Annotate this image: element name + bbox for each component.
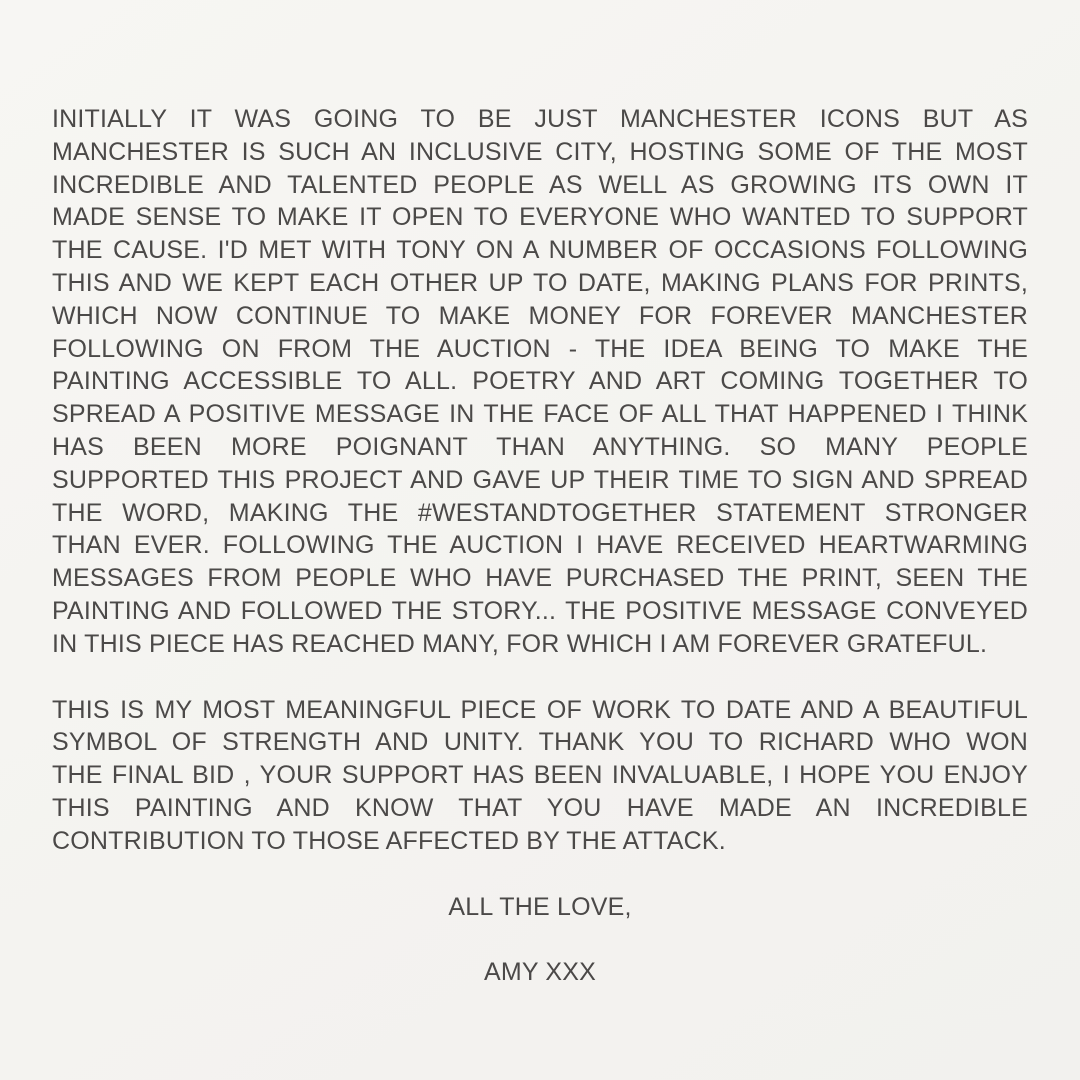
letter-line: SYMBOL OF STRENGTH AND UNITY. THANK YOU TO RICHARD WHO WON	[52, 728, 1028, 757]
letter-line: THE FINAL BID , YOUR SUPPORT HAS BEEN INVALUABLE, I HOPE YOU ENJOY	[52, 761, 1028, 790]
letter-line: MANCHESTER IS SUCH AN INCLUSIVE CITY, HOSTING SOME OF THE MOST	[52, 137, 1028, 166]
letter-line: FOLLOWING ON FROM THE AUCTION - THE IDEA BEING TO MAKE THE	[52, 334, 1028, 363]
letter-line: IN THIS PIECE HAS REACHED MANY, FOR WHICH I AM FOREVER GRATEFUL.	[52, 629, 988, 658]
letter-line: MESSAGES FROM PEOPLE WHO HAVE PURCHASED THE PRINT, SEEN THE	[52, 564, 1028, 593]
letter-line: AMY XXX	[483, 958, 597, 987]
letter-paragraph-body-paragraph-1	[52, 103, 1028, 661]
letter-line: PAINTING AND FOLLOWED THE STORY... THE POSITIVE MESSAGE CONVEYED	[52, 596, 1028, 625]
letter-line: WHICH NOW CONTINUE TO MAKE MONEY FOR FOREVER MANCHESTER	[52, 301, 1028, 330]
letter-line: THE CAUSE. I'D MET WITH TONY ON A NUMBER OF OCCASIONS FOLLOWING	[52, 236, 1028, 265]
letter-line: ALL THE LOVE,	[448, 892, 632, 921]
letter-line: MADE SENSE TO MAKE IT OPEN TO EVERYONE WHO WANTED TO SUPPORT	[52, 203, 1028, 232]
letter-paragraph-signature	[52, 956, 1028, 989]
letter-line: THIS AND WE KEPT EACH OTHER UP TO DATE, MAKING PLANS FOR PRINTS,	[52, 268, 1028, 297]
letter-line: HAS BEEN MORE POIGNANT THAN ANYTHING. SO MANY PEOPLE	[52, 432, 1028, 461]
letter-line: PAINTING ACCESSIBLE TO ALL. POETRY AND ART COMING TOGETHER TO	[52, 367, 1028, 396]
letter-line: SUPPORTED THIS PROJECT AND GAVE UP THEIR TIME TO SIGN AND SPREAD	[52, 465, 1028, 494]
letter-paragraph-body-paragraph-2	[52, 694, 1028, 858]
letter-line: THE WORD, MAKING THE #WESTANDTOGETHER STATEMENT STRONGER	[52, 498, 1028, 527]
letter-line: THAN EVER. FOLLOWING THE AUCTION I HAVE RECEIVED HEARTWARMING	[52, 531, 1028, 560]
letter-paragraph-closing	[52, 891, 1028, 924]
letter-line: THIS IS MY MOST MEANINGFUL PIECE OF WORK TO DATE AND A BEAUTIFUL	[52, 695, 1028, 724]
letter-line: CONTRIBUTION TO THOSE AFFECTED BY THE ATTACK.	[52, 826, 726, 855]
letter-line: INCREDIBLE AND TALENTED PEOPLE AS WELL AS GROWING ITS OWN IT	[52, 170, 1028, 199]
letter-line: INITIALLY IT WAS GOING TO BE JUST MANCHESTER ICONS BUT AS	[52, 105, 1028, 133]
letter-line: THIS PAINTING AND KNOW THAT YOU HAVE MADE AN INCREDIBLE	[52, 793, 1028, 822]
letter-line: SPREAD A POSITIVE MESSAGE IN THE FACE OF ALL THAT HAPPENED I THINK	[52, 400, 1028, 429]
